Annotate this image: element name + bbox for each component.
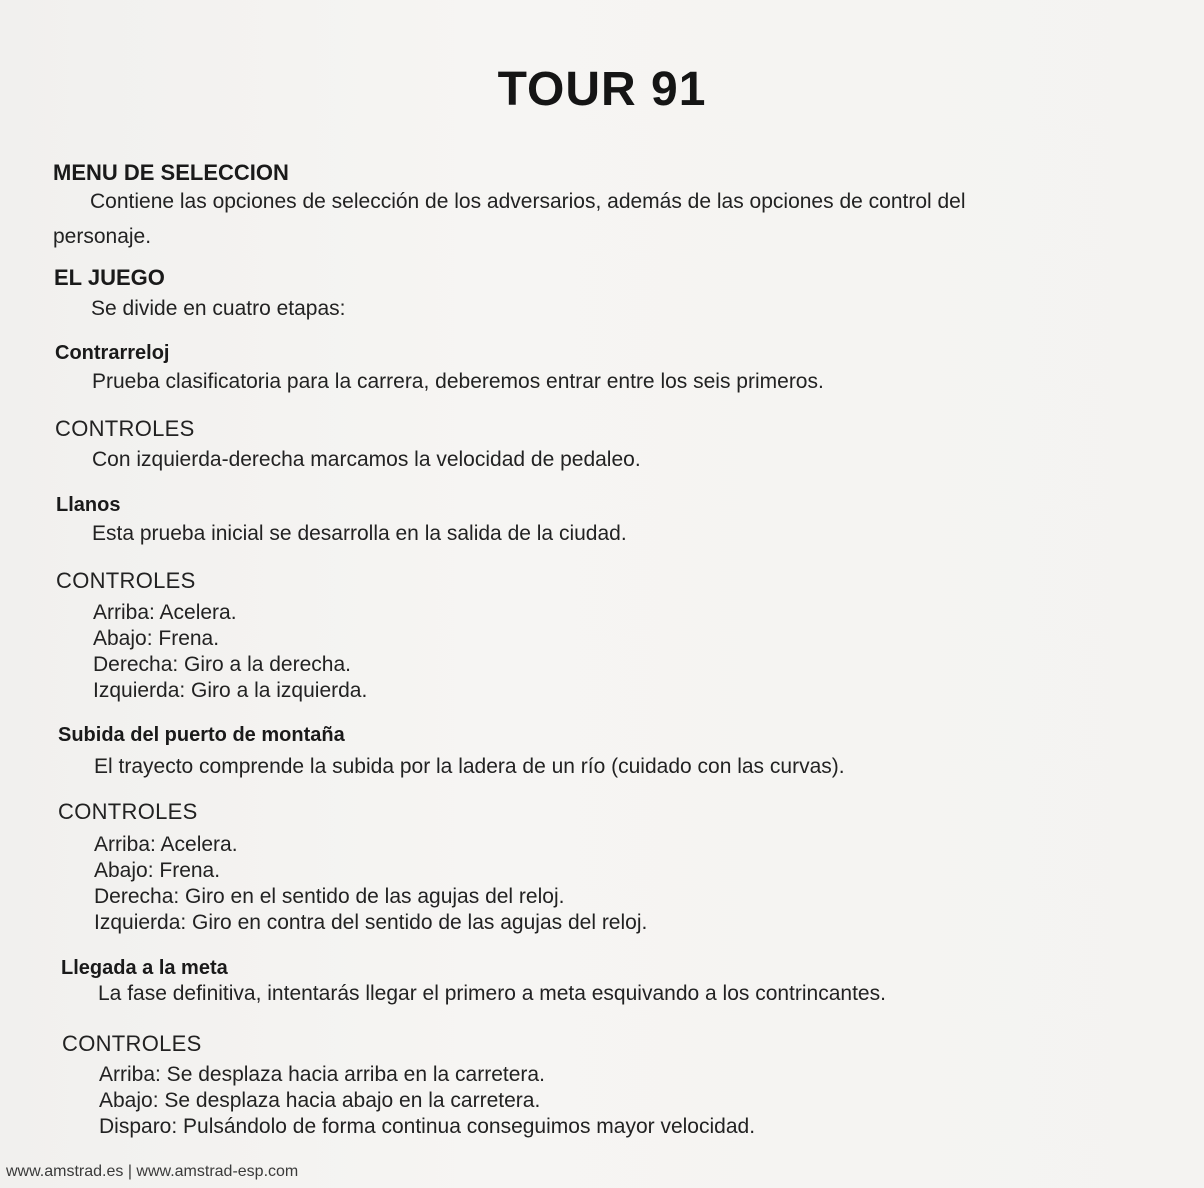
control-line: Abajo: Frena. <box>93 627 220 650</box>
llegada-controls-list <box>99 1062 755 1140</box>
menu-text-line1: Contiene las opciones de selección de los adversarios, además de las opciones de control del <box>90 190 966 213</box>
juego-heading: EL JUEGO <box>54 265 165 290</box>
llanos-heading: Llanos <box>56 494 121 516</box>
control-line: Arriba: Acelera. <box>94 833 238 856</box>
control-line: Izquierda: Giro a la izquierda. <box>93 679 368 702</box>
control-line: Derecha: Giro en el sentido de las agujas del reloj. <box>94 885 565 908</box>
control-line: Disparo: Pulsándolo de forma continua conseguimos mayor velocidad. <box>99 1115 756 1138</box>
control-line: Abajo: Se desplaza hacia abajo en la carretera. <box>99 1089 541 1112</box>
contrarreloj-controls-list <box>92 447 641 473</box>
juego-text: Se divide en cuatro etapas: <box>91 297 346 320</box>
contrarreloj-heading: Contrarreloj <box>55 342 170 364</box>
subida-controls-heading: CONTROLES <box>58 799 198 824</box>
llanos-controls-heading: CONTROLES <box>56 568 196 593</box>
llanos-controls-list <box>93 600 367 704</box>
page-title: TOUR 91 <box>497 63 707 116</box>
subida-text: El trayecto comprende la subida por la ladera de un río (cuidado con las curvas). <box>94 755 845 778</box>
control-line: Con izquierda-derecha marcamos la velocidad de pedaleo. <box>92 448 641 471</box>
llegada-heading: Llegada a la meta <box>61 957 228 979</box>
contrarreloj-text: Prueba clasificatoria para la carrera, deberemos entrar entre los seis primeros. <box>92 370 824 393</box>
subida-heading: Subida del puerto de montaña <box>58 724 345 746</box>
footer-watermark: www.amstrad.es | www.amstrad-esp.com <box>6 1163 299 1180</box>
llegada-controls-heading: CONTROLES <box>62 1031 202 1056</box>
control-line: Arriba: Acelera. <box>93 601 237 624</box>
control-line: Arriba: Se desplaza hacia arriba en la carretera. <box>99 1063 545 1086</box>
contrarreloj-controls-heading: CONTROLES <box>55 416 195 441</box>
menu-heading: MENU DE SELECCION <box>53 160 289 185</box>
control-line: Izquierda: Giro en contra del sentido de las agujas del reloj. <box>94 911 648 934</box>
llegada-text: La fase definitiva, intentarás llegar el primero a meta esquivando a los contrincantes. <box>98 982 886 1005</box>
menu-text-line2: personaje. <box>53 225 152 248</box>
control-line: Derecha: Giro a la derecha. <box>93 653 351 676</box>
llanos-text: Esta prueba inicial se desarrolla en la salida de la ciudad. <box>92 522 627 545</box>
control-line: Abajo: Frena. <box>94 859 221 882</box>
subida-controls-list <box>94 832 647 936</box>
